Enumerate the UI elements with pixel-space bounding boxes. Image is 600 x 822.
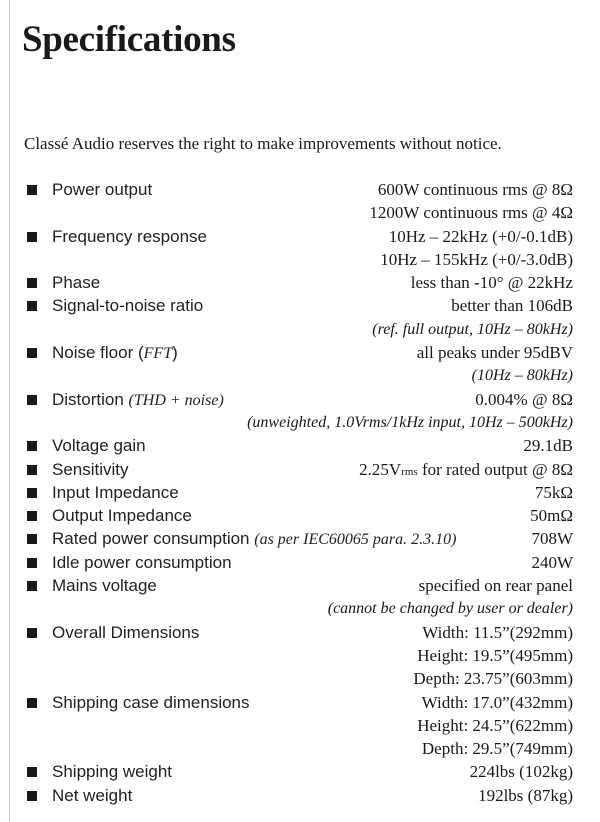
bullet-icon [27,791,37,801]
spec-value: Width: 17.0”(432mm) [421,692,573,712]
bullet-icon [27,465,37,475]
spec-label: Idle power consumption [52,552,232,572]
spec-note: (cannot be changed by user or dealer) [327,600,573,618]
spec-row-frequency-response [0,225,600,248]
spec-row-phase [0,271,600,294]
spec-label [52,388,224,412]
bullet-icon [27,395,37,405]
spec-label: Sensitivity [52,459,129,479]
spec-label-text: Rated power consumption [52,529,255,549]
bullet-icon [27,698,37,708]
spec-row-output-impedance [0,504,600,527]
spec-row-rated-power [0,527,600,550]
spec-value: Height: 24.5”(622mm) [417,715,573,735]
spec-value-text: for rated output @ 8Ω [417,459,573,479]
spec-value: 0.004% @ 8Ω [475,389,573,409]
spec-value: 1200W continuous rms @ 4Ω [369,203,573,223]
spec-row-input-impedance [0,481,600,504]
spec-row-power-output [0,178,600,201]
spec-row-shipping-case-depth [0,737,600,760]
spec-value: better than 106dB [451,296,573,316]
spec-row-mains-voltage-note [0,597,600,620]
spec-value: 600W continuous rms @ 8Ω [377,180,573,199]
spec-value-text: 2.25V [359,459,402,479]
spec-row-net-weight [0,784,600,807]
spec-row-overall-dimensions-depth [0,667,600,690]
spec-label-text: Distortion [52,389,129,409]
bullet-icon [27,767,37,777]
bullet-icon [27,534,37,544]
bullet-icon [27,488,37,498]
spec-row-shipping-case [0,691,600,714]
bullet-icon [27,278,37,288]
spec-value-sub: rms [401,465,418,478]
spec-label [52,341,178,365]
spec-label-note: (as per IEC60065 para. 2.3.10) [254,531,457,549]
spec-label: Power output [52,180,153,199]
spec-value: Width: 11.5”(292mm) [422,622,573,642]
spec-row-mains-voltage [0,574,600,597]
spec-row-snr [0,294,600,317]
spec-row-voltage-gain [0,434,600,457]
bullet-icon [27,301,37,311]
notice-text: Classé Audio reserves the right to make improvements without notice. [24,134,502,153]
spec-row-idle-power [0,551,600,574]
spec-label: Shipping weight [52,762,173,782]
spec-value: Depth: 29.5”(749mm) [421,739,573,759]
spec-row-overall-dimensions [0,621,600,644]
spec-value: 29.1dB [523,436,573,456]
spec-row-frequency-response-cont [0,248,600,271]
spec-value: 240W [531,552,573,572]
spec-value: less than -10° @ 22kHz [410,273,573,293]
bullet-icon [27,581,37,591]
spec-label: Overall Dimensions [52,622,200,642]
spec-row-power-output-cont [0,201,600,224]
spec-row-sensitivity [0,458,600,481]
spec-row-distortion [0,388,600,411]
spec-label [52,527,456,551]
spec-row-shipping-case-height [0,714,600,737]
spec-label-text: Noise floor ( [52,343,144,363]
bullet-icon [27,185,37,195]
bullet-icon [27,441,37,451]
spec-note: (10Hz – 80kHz) [471,367,573,385]
spec-value: Height: 19.5”(495mm) [417,645,573,665]
spec-row-snr-note [0,318,600,341]
spec-label: Output Impedance [52,506,192,526]
page-title: Specifications [22,19,236,60]
bullet-icon [27,628,37,638]
bullet-icon [27,232,37,242]
spec-value: 10Hz – 22kHz (+0/-0.1dB) [388,226,573,246]
spec-value: 10Hz – 155kHz (+0/-3.0dB) [380,249,573,269]
spec-row-noise-floor [0,341,600,364]
spec-value: 192lbs (87kg) [478,785,573,805]
spec-value: all peaks under 95dBV [416,343,573,363]
spec-value: 708W [531,529,573,549]
spec-label: Frequency response [52,226,207,246]
spec-label: Input Impedance [52,482,179,502]
spec-value: specified on rear panel [418,576,573,596]
spec-row-shipping-weight [0,760,600,783]
spec-note: (ref. full output, 10Hz – 80kHz) [372,320,573,338]
spec-label-end: ) [172,343,178,363]
bullet-icon [27,511,37,521]
spec-label: Signal-to-noise ratio [52,296,204,316]
spec-label: Net weight [52,785,133,805]
spec-value: 224lbs (102kg) [469,762,573,782]
spec-row-distortion-note [0,411,600,434]
spec-label: Voltage gain [52,436,146,456]
spec-value: 50mΩ [530,506,573,526]
spec-label-em: FFT [143,345,173,363]
bullet-icon [27,558,37,568]
spec-label-note: (THD + noise) [128,391,224,409]
spec-row-overall-dimensions-height [0,644,600,667]
spec-value: Depth: 23.75”(603mm) [413,669,573,689]
spec-label: Shipping case dimensions [52,692,250,712]
spec-value: 75kΩ [534,482,573,502]
spec-row-noise-floor-note [0,364,600,387]
specs-list [0,178,600,807]
spec-label: Phase [52,273,101,293]
spec-note: (unweighted, 1.0Vrms/1kHz input, 10Hz – 500kHz) [247,413,573,431]
spec-label: Mains voltage [52,576,157,596]
bullet-icon [27,348,37,358]
